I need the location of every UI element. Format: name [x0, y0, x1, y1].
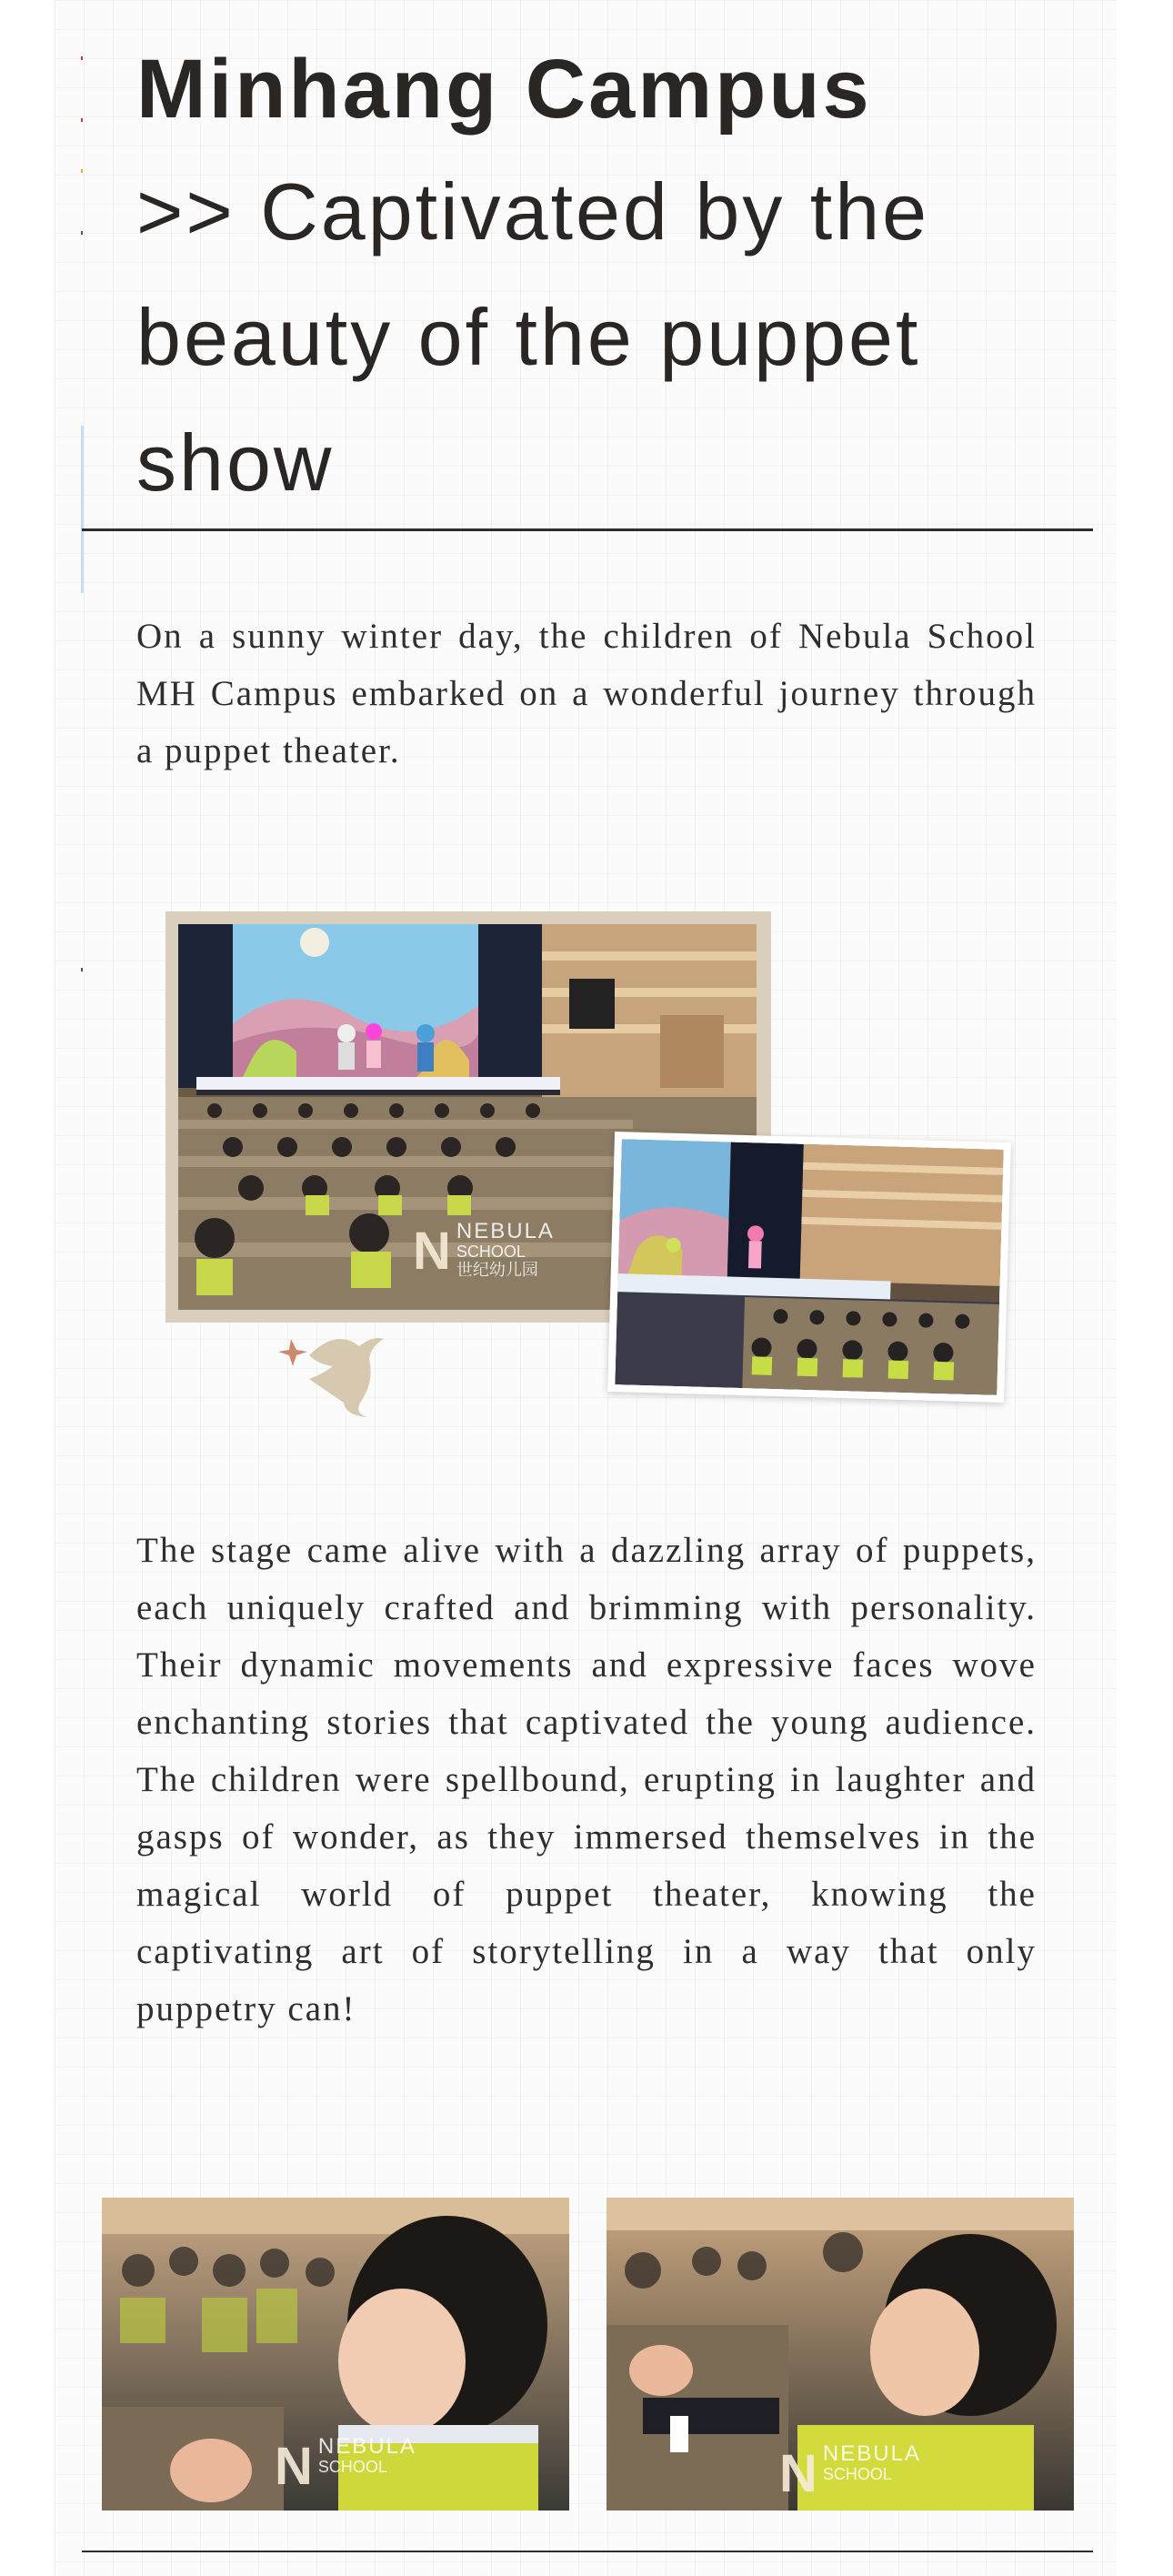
nebula-logo-brand: NEBULA [317, 2434, 416, 2459]
margin-dot [81, 231, 83, 235]
margin-dot [81, 56, 83, 60]
nebula-watermark [275, 2436, 416, 2497]
nebula-logo-cn: 世纪幼儿园 [456, 1261, 538, 1279]
star-icon [278, 1339, 307, 1366]
bottom-divider [82, 2551, 1093, 2552]
margin-dot [81, 118, 83, 122]
nebula-logo-letter: N [779, 2444, 817, 2503]
margin-dot [81, 169, 83, 173]
theater-photo-secondary [607, 1132, 1011, 1403]
margin-accent-line [81, 426, 84, 593]
nebula-logo-school: SCHOOL [822, 2465, 892, 2483]
nebula-logo-brand: NEBULA [456, 1219, 555, 1243]
nebula-logo-letter: N [275, 2437, 313, 2496]
nebula-watermark [413, 1221, 555, 1282]
nebula-logo-letter: N [413, 1222, 451, 1281]
title-divider [82, 528, 1093, 531]
nebula-logo-school: SCHOOL [456, 1243, 526, 1261]
intro-paragraph: On a sunny winter day, the children of Nebula School MH Campus embarked on a wonderful journey through a puppet theater. [136, 617, 1037, 770]
stage-scene-illustration [615, 1139, 1003, 1395]
nebula-watermark [779, 2443, 921, 2504]
nebula-logo-brand: NEBULA [822, 2441, 921, 2466]
child-photo-right [607, 2198, 1074, 2511]
nebula-logo-school: SCHOOL [317, 2458, 387, 2476]
margin-dot [81, 968, 83, 971]
title-campus: Minhang Campus [136, 43, 872, 136]
title-subtitle: >> Captivated by the beauty of the puppet show [136, 166, 930, 508]
theater-photo-secondary-image [615, 1139, 1003, 1395]
body-paragraph: The stage came alive with a dazzling array of puppets, each uniquely crafted and brimming with personality. Their dynamic movements and expressive faces wove enchanting stories that captivated the young audience. The children were spellbound, erupting in laughter and gasps of wonder, as they immersed themselves in the magical world of puppet theater, knowing the captivating art of storytelling in a way that only puppetry can! [136, 1531, 1037, 2028]
dove-decoration-icon [273, 1319, 400, 1419]
child-photo-left [102, 2198, 569, 2511]
page-title [136, 35, 1064, 526]
